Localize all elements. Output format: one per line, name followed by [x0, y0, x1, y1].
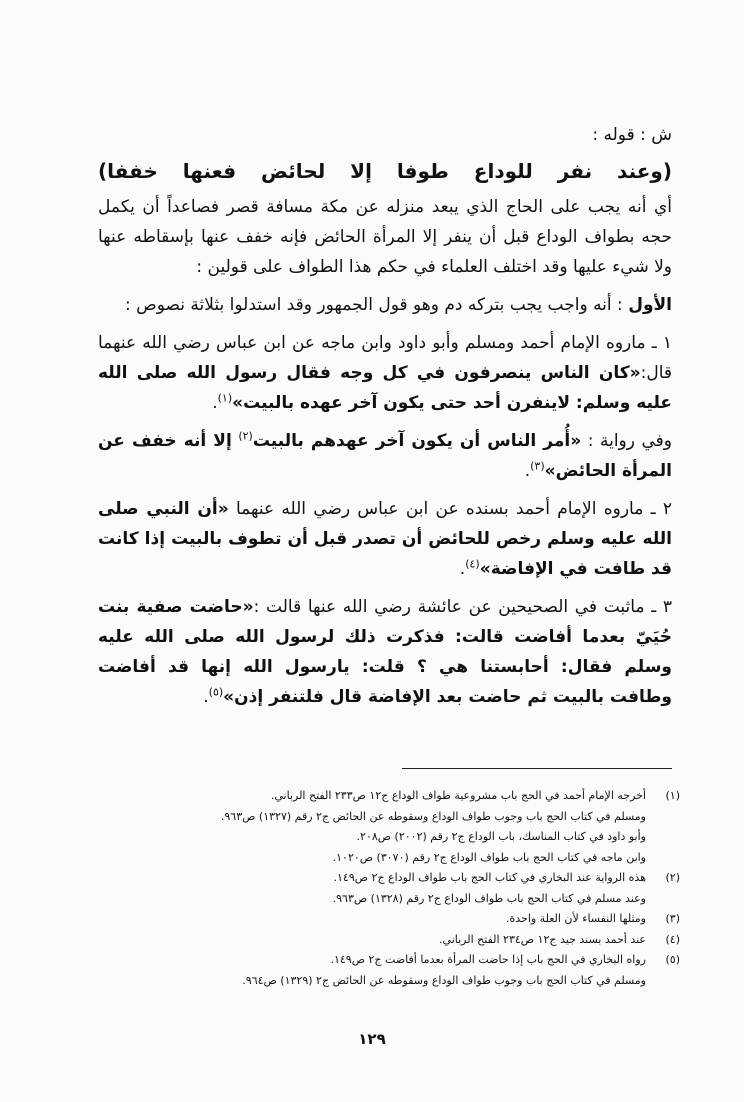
section-heading: ش : قوله : [592, 125, 672, 145]
verse-quote: (وعند نفر للوداع طوفا إلا لحائض فعنها خففا) [98, 159, 672, 183]
riwaya-quote-part-1: «أُمر الناس أن يكون آخر عهدهم بالبيت [252, 431, 582, 451]
footnote-line: (١) أخرجه الإمام أحمد في الحج باب مشروعية طواف الوداع ج١٢ ص٢٣٣ الفتح الرباني. [270, 789, 680, 802]
evidence-item-1: ١ ـ ماروه الإمام أحمد ومسلم وأبو داود وابن ماجه عن ابن عباس رضي الله عنهما قال:«كان الناس ينصرفون في كل وجه فقال رسول الله صلى الله عليه وسلم: لاينفرن أحد حتى يكون آخر عهده بالبيت»$^{(١)}$. [98, 333, 672, 413]
footnote-ref-3: (٣) [530, 459, 545, 473]
intro-paragraph: أي أنه يجب على الحاج الذي يبعد منزله عن مكة مسافة قصر فصاعداً أن يكمل حجه بطواف الوداع قبل أن ينفر إلا المرأة الحائض فإنه خفف عنها بإسقاطه عنها ولا شيء عليها وقد اختلف العلماء في حكم هذا الطواف على قولين : [98, 197, 672, 277]
page-number: ١٢٩ [358, 1030, 386, 1048]
hadith-quote-2: «أن النبي صلى الله عليه وسلم رخص للحائض أن تصدر قبل أن تطوف بالبيت إذا كانت قد طافت في الإفاضة» [98, 499, 672, 579]
hadith-quote-1: «كان الناس ينصرفون في كل وجه فقال رسول الله صلى الله عليه وسلم: لاينفرن أحد حتى يكون آخر عهده بالبيت» [98, 363, 672, 413]
footnote-ref-5: (٥) [208, 685, 224, 699]
footnote-line: ومسلم في كتاب الحج باب وجوب طواف الوداع وسقوطه عن الحائض ج٢ رقم (١٣٢٧) ص٩٦٣. [220, 809, 646, 823]
main-text [98, 120, 672, 720]
footnote-line: (٤) عند أحمد بسند جيد ج١٢ ص٢٣٤ الفتح الرباني. [439, 932, 680, 946]
evidence-item-3: ٣ ـ ماثبت في الصحيحين عن عائشة رضي الله عنها قالت :«حاضت صفية بنت حُيَيّ بعدما أفاضت قالت: فذكرت ذلك لرسول الله صلى الله عليه وسلم فقال: أحابستنا هي ؟ قلت: يارسول الله إنها قد أفاضت وطافت بالبيت ثم حاضت بعد الإفاضة قال فلتنفر إذن»$^{(٥)}$. [98, 597, 672, 707]
riwaya-quote-part-2: إلا أنه خفف عن المرأة الحائض» [98, 431, 672, 481]
footnote-line: وعند مسلم في كتاب الحج باب طواف الوداع ج٢ رقم (١٣٢٨) ص٩٦٣. [332, 891, 646, 905]
footnote-line: (٣) ومثلها النفساء لأن العلة واحدة. [505, 912, 680, 925]
footnote-ref-4: (٤) [465, 557, 480, 571]
footnote-divider [402, 768, 672, 769]
footnote-ref-1: (١) [217, 391, 233, 405]
footnote-line: (٢) هذه الرواية عند البخاري في كتاب الحج باب طواف الوداع ج٢ ص١٤٩. [333, 871, 680, 884]
footnote-line: وأبو داود في كتاب المناسك، باب الوداع ج٢ رقم (٢٠٠٢) ص٢٠٨. [356, 830, 646, 843]
hadith-quote-3: «حاضت صفية بنت حُيَيّ بعدما أفاضت قالت: فذكرت ذلك لرسول الله صلى الله عليه وسلم فقال: أحابستنا هي ؟ قلت: يارسول الله إنها قد أفاضت وطافت بالبيت ثم حاضت بعد الإفاضة قال فلتنفر إذن» [98, 597, 672, 707]
riwaya-paragraph: وفي رواية : «أُمر الناس أن يكون آخر عهدهم بالبيت$^{(٢)}$ إلا أنه خفف عن المرأة الحائض»$^{(٣)}$. [98, 429, 673, 481]
first-opinion-paragraph: الأول : أنه واجب يجب بتركه دم وهو قول الجمهور وقد استدلوا بثلاثة نصوص : [125, 295, 672, 315]
footnote-line: ومسلم في كتاب الحج باب وجوب طواف الوداع وسقوطه عن الحائض ج٢ (١٣٢٩) ص٩٦٤. [242, 973, 646, 987]
footnotes [92, 786, 680, 991]
footnote-ref-2: (٢) [238, 429, 253, 443]
footnote-line: (٥) رواه البخاري في الحج باب إذا حاضت المرأة بعدما أفاضت ج٢ ص١٤٩. [330, 953, 680, 966]
footnote-line: وابن ماجه في كتاب الحج باب طواف الوداع ج٢ رقم (٣٠٧٠) ص١٠٢٠. [332, 850, 646, 864]
first-opinion-label: الأول [628, 295, 672, 315]
evidence-item-2: ٢ ـ ماروه الإمام أحمد بسنده عن ابن عباس رضي الله عنهما «أن النبي صلى الله عليه وسلم رخص للحائض أن تصدر قبل أن تطوف بالبيت إذا كانت قد طافت في الإفاضة»$^{(٤)}$. [98, 499, 672, 579]
